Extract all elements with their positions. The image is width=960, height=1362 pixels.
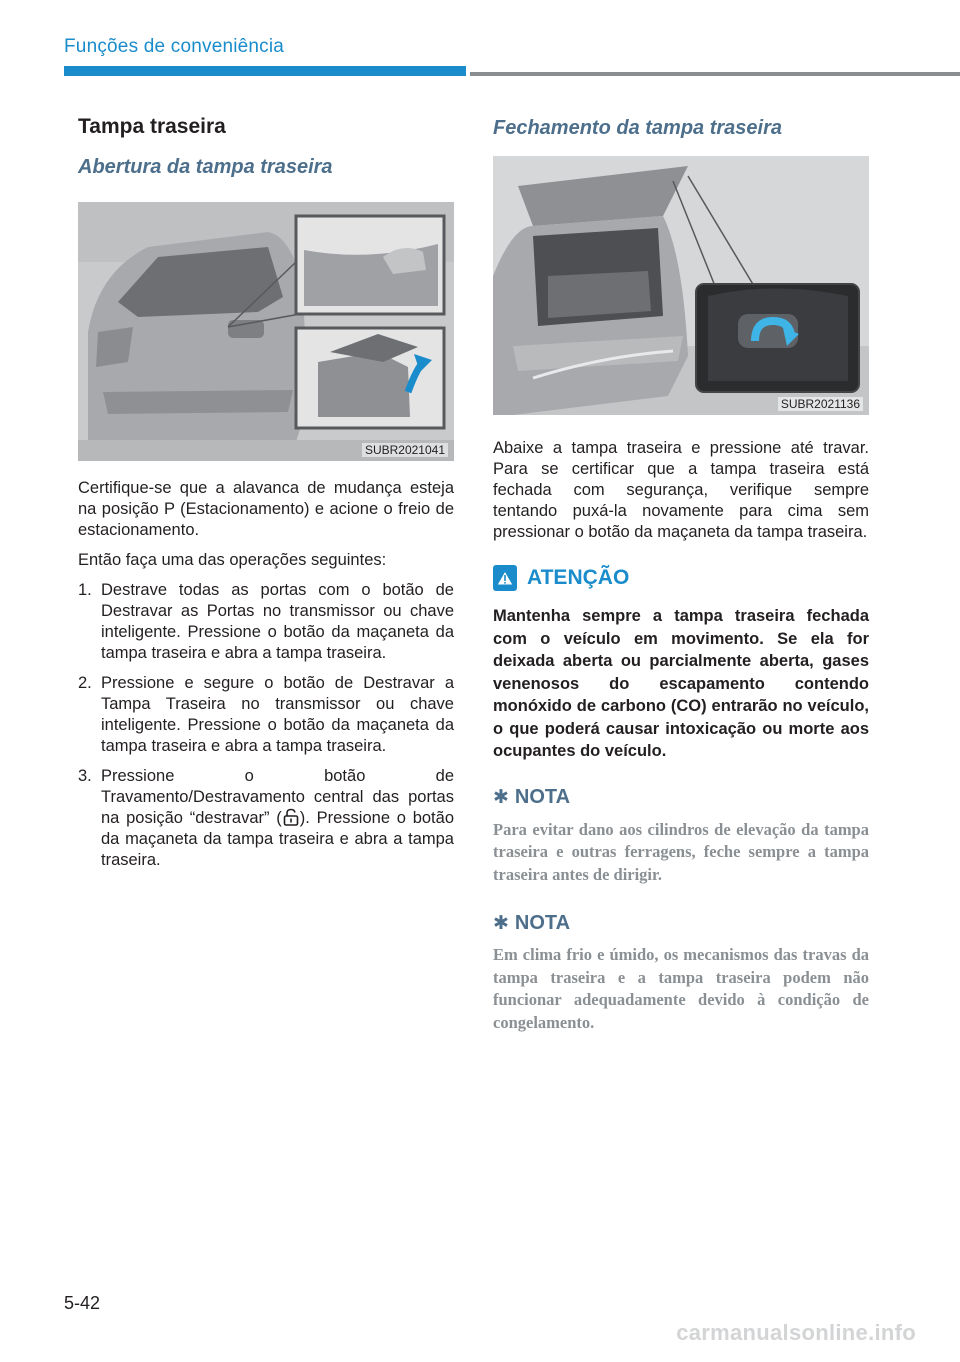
step-text-after: ). Pressione o botão da maçaneta da tampa traseira e abra a tampa traseira.: [101, 809, 454, 869]
step-text-before: Pressione o botão de Travamento/Destravamento central das portas na posição “destravar” (: [101, 767, 454, 827]
warning-triangle-icon: [493, 565, 517, 591]
list-item: [78, 673, 454, 757]
step-number: 1.: [78, 581, 92, 599]
section-title: Tampa traseira: [78, 115, 226, 138]
note-heading-text: NOTA: [514, 911, 571, 934]
step-text: Pressione e segure o botão de Destravar a Tampa Traseira no transmissor ou chave inteligente. Pressione o botão da maçaneta da tampa traseira e abra a tampa traseira.: [101, 674, 454, 755]
warning-heading: [493, 561, 869, 595]
note-text-1: Para evitar dano aos cilindros de elevação da tampa traseira e outras ferragens, feche sempre a tampa traseira antes de dirigir.: [493, 819, 869, 884]
note-heading-2: [493, 908, 869, 938]
figure-opening-tailgate: [78, 202, 454, 461]
step-number: 3.: [78, 767, 92, 785]
list-item: [78, 580, 454, 664]
figure-closing-tailgate: [493, 156, 869, 415]
left-column: [78, 110, 454, 880]
step-number: 2.: [78, 674, 92, 692]
note-heading-1: [493, 783, 869, 813]
tailgate-opening-illustration: [78, 202, 454, 461]
header-bar-accent: [64, 66, 466, 76]
subsection-title-closing: Fechamento da tampa traseira: [493, 117, 782, 139]
step-text: Destrave todas as portas com o botão de Destravar as Portas no transmissor ou chave inteligente. Pressione o botão da maçaneta da tampa traseira e abra a tampa traseira.: [101, 581, 454, 662]
page-number: 5-42: [64, 1293, 101, 1313]
tailgate-closing-illustration: [493, 156, 869, 415]
note-x-icon: ✱: [493, 912, 509, 934]
watermark: carmanualsonline.info: [676, 1320, 916, 1345]
note-x-icon: ✱: [493, 787, 509, 808]
note-text-2: Em clima frio e úmido, os mecanismos das travas da tampa traseira e a tampa traseira podem não funcionar adequadamente devido à condição de congelamento.: [493, 945, 869, 1032]
paragraph-park-position: Certifique-se que a alavanca de mudança esteja na posição P (Estacionamento) e acione o freio de estacionamento.: [78, 479, 454, 539]
paragraph-close-instructions: Abaixe a tampa traseira e pressione até travar. Para se certificar que a tampa traseira está fechada com segurança, verifique sempre tentando puxá-la novamente para cima sem pressionar o botão da maçaneta da tampa traseira.: [493, 439, 869, 541]
right-column: [493, 110, 869, 1034]
unlock-icon: [282, 808, 300, 826]
list-item: [78, 766, 454, 871]
figure-caption: SUBR2021041: [362, 443, 448, 457]
steps-list: [78, 580, 454, 871]
warning-heading-text: ATENÇÃO: [527, 566, 630, 589]
paragraph-operations-intro: Então faça uma das operações seguintes:: [78, 551, 387, 569]
subsection-title-opening: Abertura da tampa traseira: [78, 156, 333, 178]
header-bar-rule: [470, 72, 960, 76]
warning-text: Mantenha sempre a tampa traseira fechada com o veículo em movimento. Se ela for deixada aberta ou parcialmente aberta, gases venenosos do escapamento contendo monóxido de carbono (CO) entrarão no veículo, o que poderá causar intoxicação ou morte aos ocupantes do veículo.: [493, 607, 869, 760]
figure-caption: SUBR2021136: [778, 397, 863, 411]
chapter-title: Funções de conveniência: [64, 36, 285, 57]
note-heading-text: NOTA: [514, 786, 571, 808]
